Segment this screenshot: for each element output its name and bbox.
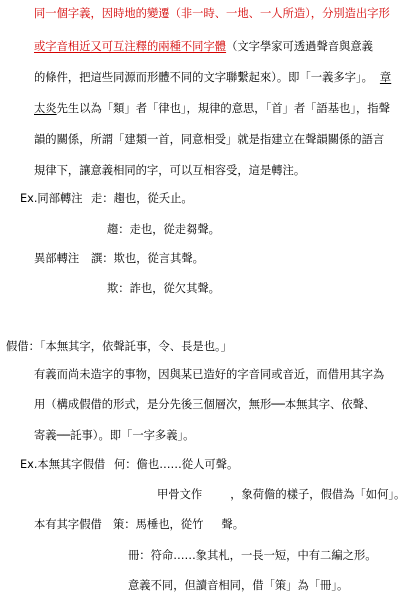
- paragraph-line: [34, 6, 390, 22]
- example-entry: 何：儋也……從人可聲。: [114, 458, 239, 471]
- paragraph-line: [34, 70, 391, 86]
- example-entry: 趨：走也，從走芻聲。: [107, 223, 220, 236]
- paragraph-text: 的條件，把這些同源而形體不同的文字聯繫起來）。即「一義多字」。: [34, 71, 373, 84]
- paragraph-text: 章: [379, 71, 392, 84]
- paragraph-line: 寄義──託事）。即「一字多義」。: [34, 429, 195, 442]
- paragraph-text: 韻的關係，所謂「建類一首，同意相受」就是指建立在聲韻關係的語言: [34, 133, 385, 146]
- person-name: 太炎: [34, 102, 57, 115]
- paragraph-line: [34, 101, 390, 117]
- example-text: 策：馬棰也，從竹: [113, 518, 204, 531]
- oracle-bone-label: 甲骨文作: [157, 488, 203, 501]
- example-label: Ex.本無其字假借: [20, 458, 106, 471]
- paragraph-text: （文字學家可透過聲音與意義: [226, 40, 373, 53]
- example-entry: [157, 487, 405, 503]
- example-entry: 意義不同，但讀音相同，借「策」為「冊」。: [128, 579, 349, 592]
- paragraph-line: 用（構成假借的形式，是分先後三個層次，無形──本無其字、依聲、: [34, 398, 376, 411]
- highlighted-definition: 同一個字義，因時地的變遷（非一時、一地、一人所造），分別造出字形: [34, 7, 390, 20]
- paragraph-line: [34, 132, 384, 148]
- example-label: Ex.同部轉注: [20, 192, 83, 205]
- example-entry: 譔：欺也，從言其聲。: [91, 252, 204, 265]
- paragraph-line: [34, 39, 373, 55]
- example-label: 異部轉注: [34, 252, 80, 265]
- paragraph-line: [34, 163, 305, 179]
- highlighted-definition: 或字音相近又可互注釋的兩種不同字體: [34, 40, 227, 53]
- example-label: 本有其字假借: [34, 518, 102, 531]
- example-entry: 冊：符命……象其札，一長一短，中有二編之形。: [128, 549, 377, 562]
- example-entry: [113, 517, 244, 533]
- paragraph-line: 有義而尚未造字的事物，因與某已造好的字音同或音近，而借用其字為: [34, 368, 385, 381]
- example-text: 聲。: [221, 518, 244, 531]
- example-text: ，象荷儋的樣子，假借為「如何」。: [230, 488, 406, 501]
- example-entry: 欺：詐也，從欠其聲。: [107, 282, 220, 295]
- example-entry: 走：趨也，從夭止。: [91, 192, 193, 205]
- paragraph-text: 規律下，讓意義相同的字，可以互相容受，這是轉注。: [34, 164, 306, 177]
- paragraph-text: 先生以為「類」者「律也」，規律的意思，「首」者「語基也」，指聲: [56, 102, 390, 115]
- section-title: 假借：「本無其字，依聲託事，令、長是也。」: [6, 340, 232, 353]
